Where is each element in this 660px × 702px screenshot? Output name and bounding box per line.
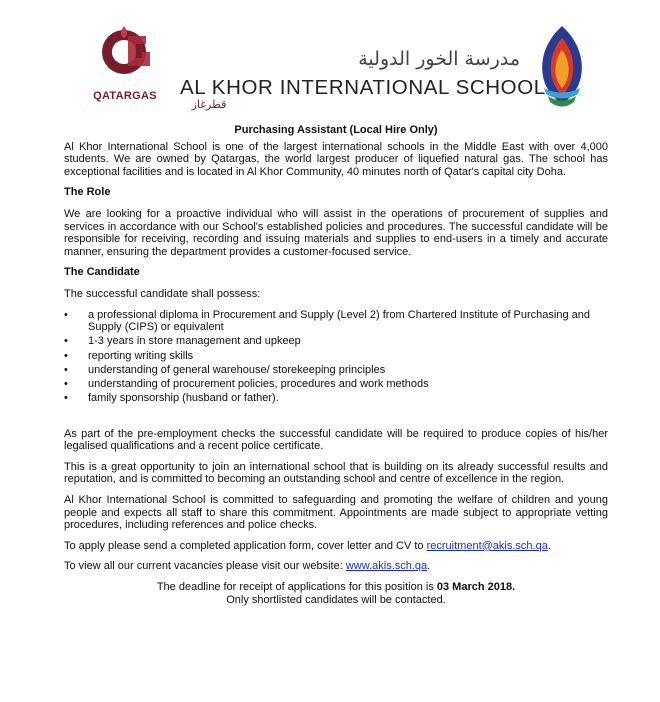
school-emblem-icon: [532, 24, 592, 110]
shortlist-note: Only shortlisted candidates will be contacted.: [226, 593, 446, 606]
list-item: • reporting writing skills: [64, 350, 608, 363]
candidate-lead: The successful candidate shall possess:: [64, 287, 261, 300]
qatargas-wordmark: QATARGAS: [93, 90, 157, 102]
intro-paragraph: Al Khor International School is one of the largest international schools in the Middle East with over 4,000 students. We are owned by Qatargas, the world largest producer of liquefied natural gas. The school has exceptional facilities and is located in Al Khor Community, 40 minutes north of Qatar's capital city Doha.: [64, 140, 608, 178]
candidate-heading: The Candidate: [64, 266, 140, 279]
apply-end: .: [547, 539, 551, 552]
recruitment-email-link[interactable]: recruitment@akis.sch.qa: [426, 539, 548, 552]
checks-paragraph: As part of the pre-employment checks the successful candidate will be required to produce copies of his/her legalised qualifications and a recent police certificate.: [64, 427, 608, 453]
opportunity-paragraph: This is a great opportunity to join an international school that is building on its already successful results and reputation, and is committed to becoming an outstanding school and centre of excellence in the region.: [64, 460, 608, 486]
job-advert: [64, 118, 608, 606]
safeguarding-paragraph: Al Khor International School is committed to safeguarding and promoting the welfare of children and young people and expects all staff to share this commitment. Appointments are made subject to appropriate vetting procedures, including references and police checks.: [64, 494, 608, 532]
deadline-text: The deadline for receipt of applications for this position is: [156, 581, 437, 593]
role-heading: The Role: [64, 186, 111, 199]
list-item: • family sponsorship (husband or father).: [64, 392, 608, 405]
list-item: • 1-3 years in store management and upkeep: [64, 335, 608, 348]
vacancies-end: .: [427, 560, 431, 573]
website-link[interactable]: www.akis.sch.qa: [345, 560, 428, 573]
letterhead: [0, 0, 660, 118]
qatargas-logo-mark: [84, 24, 166, 96]
school-name-arabic: مدرسة الخور الدولية: [358, 48, 520, 70]
apply-paragraph: [64, 540, 608, 553]
list-item: • understanding of general warehouse/ storekeeping principles: [64, 364, 608, 377]
vacancies-paragraph: [64, 560, 608, 573]
qatargas-arabic-wordmark: قطرغاز: [191, 98, 227, 111]
deadline-block: [64, 581, 608, 606]
vacancies-text: To view all our current vacancies please visit our website:: [64, 560, 346, 573]
school-name-english: AL KHOR INTERNATIONAL SCHOOL: [180, 76, 546, 99]
job-title: Purchasing Assistant (Local Hire Only): [234, 124, 438, 136]
list-item: • a professional diploma in Procurement and Supply (Level 2) from Chartered Institute of Purchasing and Supply (CIPS) or equivalent: [64, 309, 608, 334]
deadline-date: 03 March 2018.: [436, 581, 516, 593]
spacer: [64, 415, 608, 428]
list-item: • understanding of procurement policies, procedures and work methods: [64, 378, 608, 391]
requirements-list: [64, 309, 608, 405]
role-paragraph: We are looking for a proactive individual who will assist in the operations of procurement of supplies and services in accordance with our School's established policies and procedures. The successful candidate will be responsible for receiving, recording and issuing materials and supplies to end-users in a timely and accurate manner, ensuring the department provides a customer-focused service.: [64, 207, 608, 258]
apply-text: To apply please send a completed application form, cover letter and CV to: [64, 539, 424, 552]
